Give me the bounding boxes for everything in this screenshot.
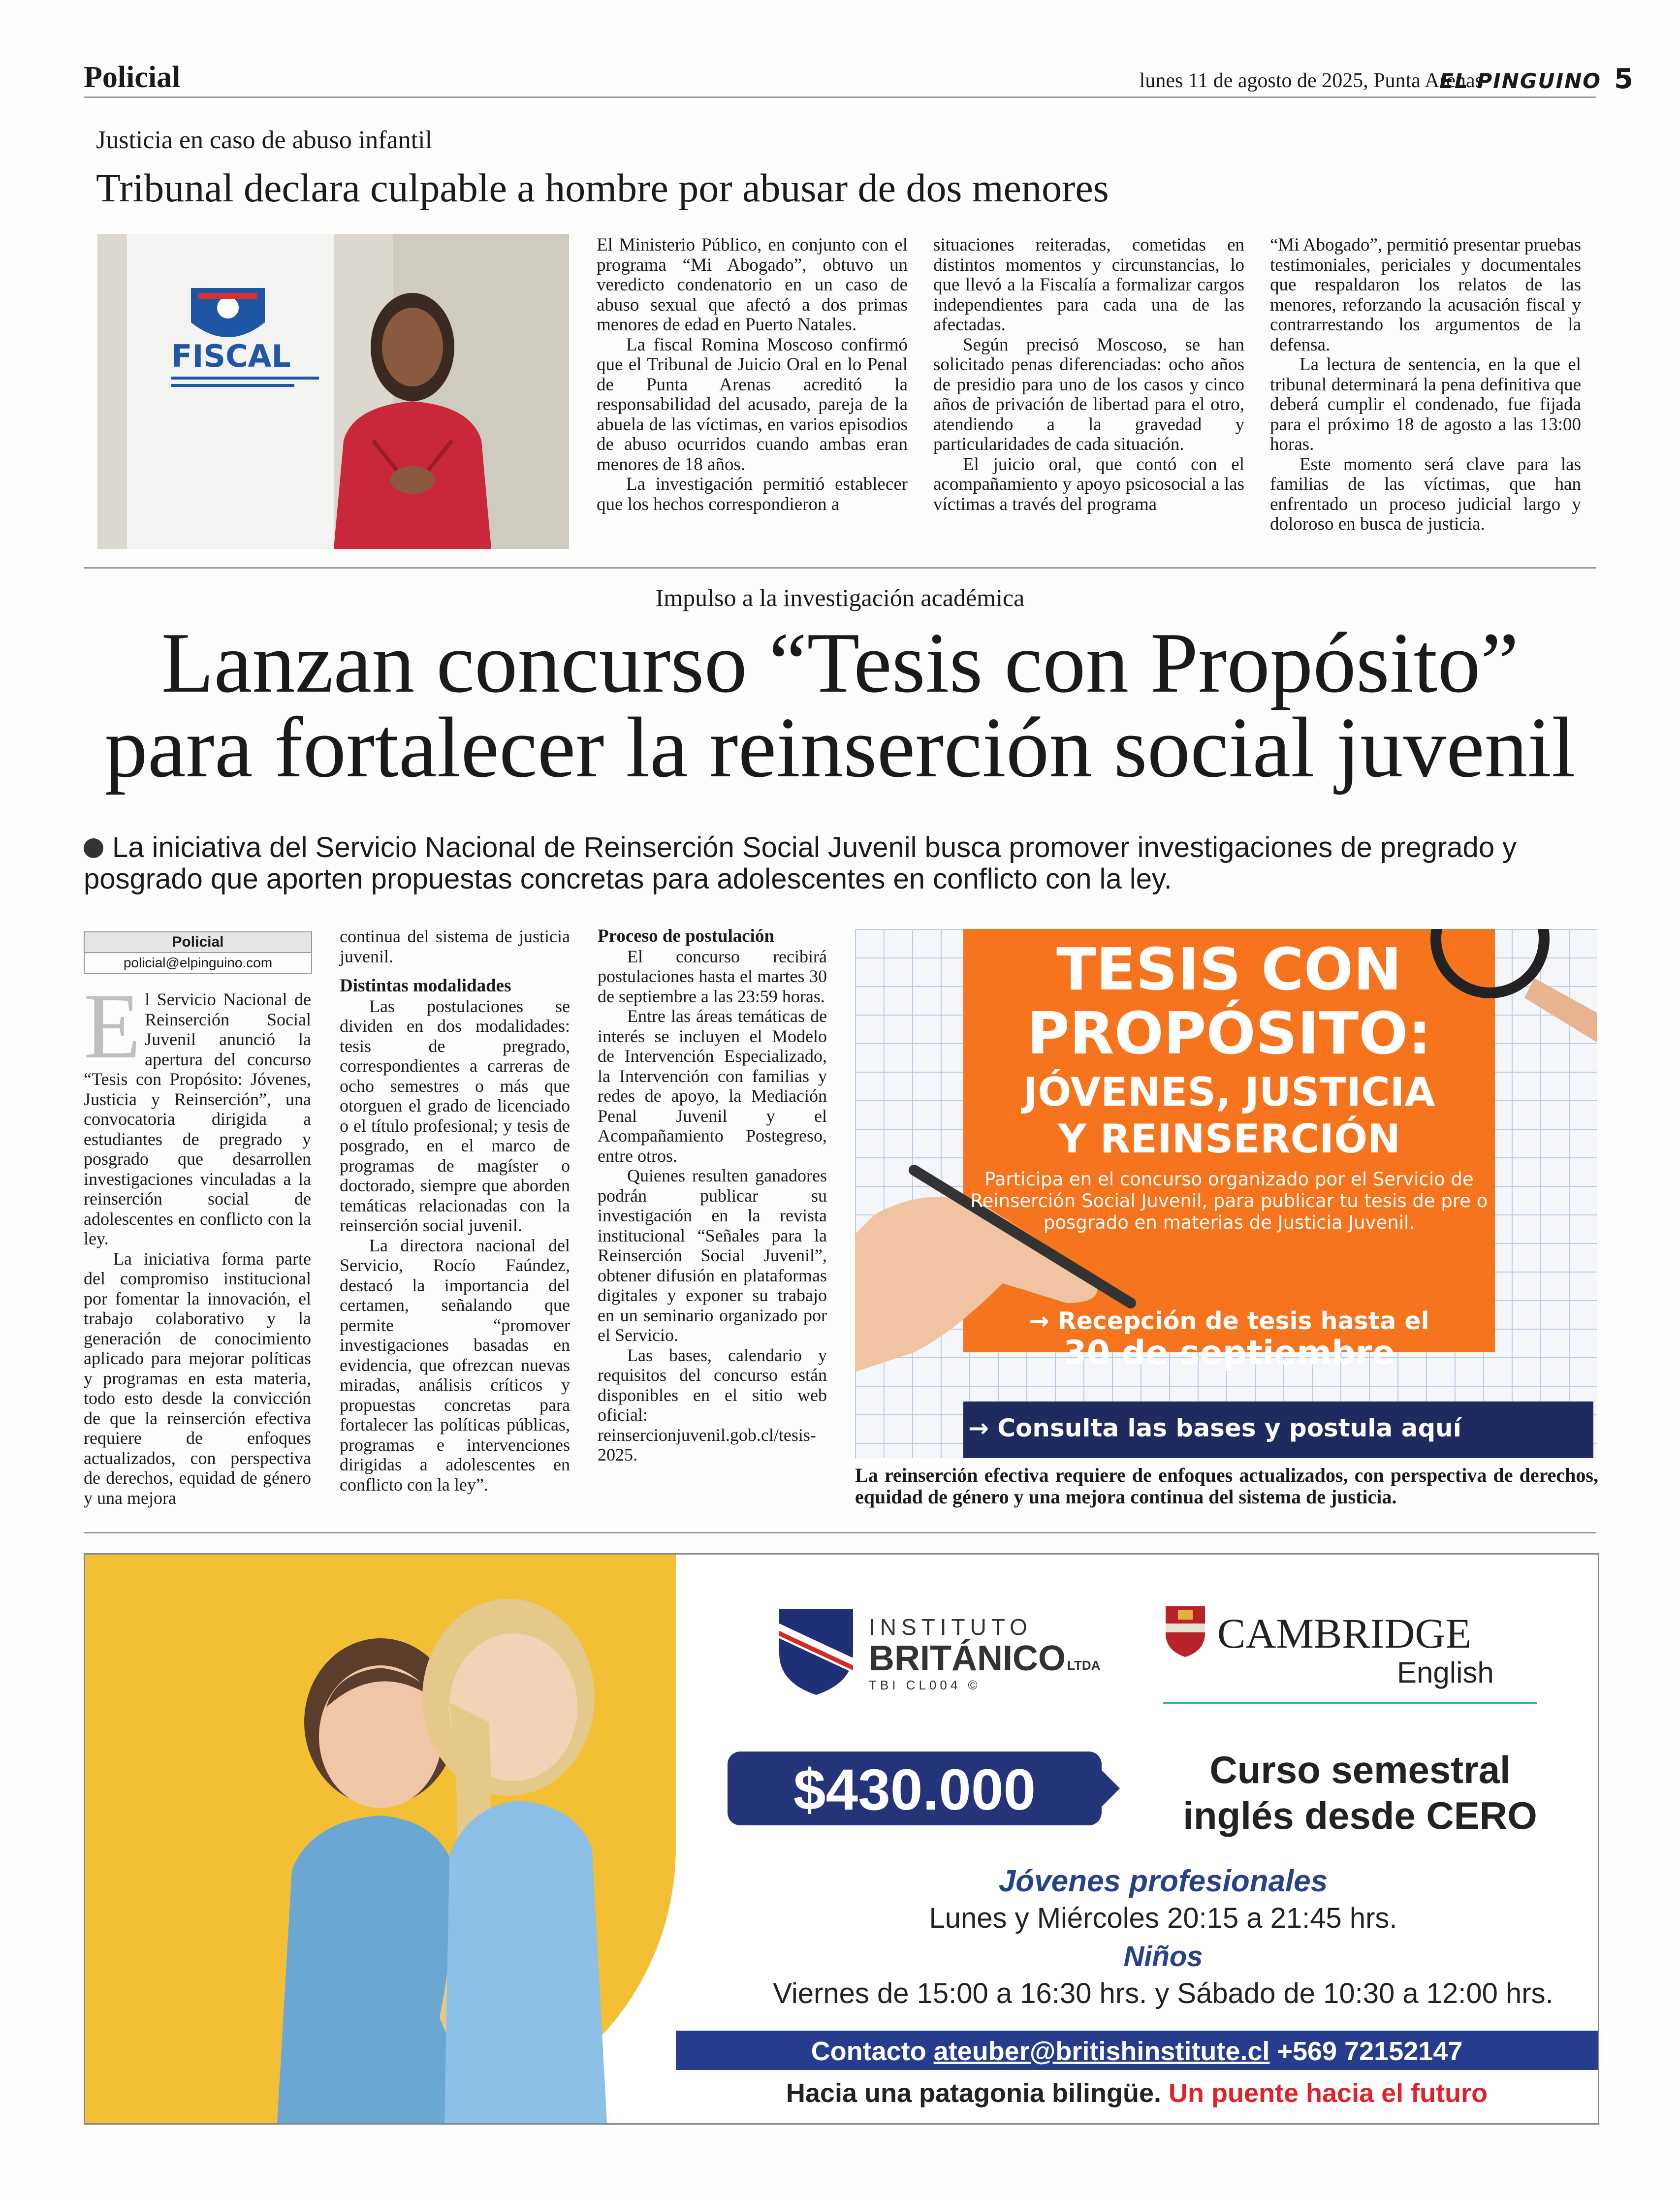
story2-headline	[59, 615, 1621, 795]
poster-reception: → Recepción de tesis hasta el	[1029, 1307, 1429, 1335]
story2-column-3	[598, 926, 827, 1465]
byline-box	[84, 931, 312, 974]
story2-headline-line1: Lanzan concurso “Tesis con Propósito”	[161, 615, 1519, 710]
schedule-young-professionals: Lunes y Miércoles 20:15 a 21:45 hrs.	[929, 1902, 1397, 1934]
byline-section: Policial	[85, 932, 311, 953]
story2-column-1	[84, 975, 311, 1508]
ltda-label: LTDA	[1067, 1658, 1101, 1673]
poster-title-line4: Y REINSERCIÓN	[1057, 1116, 1401, 1162]
ad-slogan	[676, 2078, 1598, 2108]
schedule-children: Viernes de 15:00 a 16:30 hrs. y Sábado de 10:30 a 12:00 hrs.	[773, 1977, 1553, 2009]
advertisement	[84, 1553, 1599, 2125]
story2-paragraph: Las bases, calendario y requisitos del concurso están disponibles en el sitio web oficial: reinsercionjuvenil.gob.cl/tesis-2025.	[598, 1345, 827, 1465]
story2-lead	[84, 832, 1596, 895]
story2-paragraph: El concurso recibirá postulaciones hasta el martes 30 de septiembre a las 23:59 horas.	[598, 946, 827, 1006]
story2-lead-text: La iniciativa del Servicio Nacional de Reinserción Social Juvenil busca promover investigaciones de pregrado y posgrado que aporten propuestas concretas para adolescentes en conflicto con la ley.	[84, 831, 1517, 895]
issue-date: lunes 11 de agosto de 2025, Punta Arenas	[1139, 69, 1483, 92]
institute-code: TBI CL004 ©	[869, 1678, 981, 1692]
story1-column-1	[597, 235, 908, 514]
story2-paragraph: l Servicio Nacional de Reinserción Social Juvenil anunció la apertura del concurso “Tesis con Propósito: Jóvenes, Justicia y Reinserción”, una convocatoria dirigida a estudiantes de pregrado y posgrado que desarrollen investigaciones vinculadas a la reinserción social de adolescentes en conflicto con la ley.	[84, 989, 311, 1248]
story1-kicker: Justicia en caso de abuso infantil	[96, 126, 433, 154]
course-title-line1: Curso semestral	[1209, 1748, 1511, 1791]
story2-headline-line2: para fortalecer la reinserción social juvenil	[104, 700, 1576, 795]
story2-subhead: Proceso de postulación	[598, 926, 775, 946]
story1-column-2	[933, 235, 1244, 514]
price-arrow-icon	[1100, 1769, 1120, 1808]
contact-label: Contacto	[811, 2037, 926, 2066]
slogan-accent: Un puente hacia el futuro	[1169, 2078, 1488, 2108]
contest-poster	[855, 929, 1597, 1458]
britanico-label: BRITÁNICO	[869, 1639, 1066, 1678]
header-divider	[84, 96, 1596, 98]
cambridge-label: CAMBRIDGE	[1217, 1610, 1472, 1657]
story2-column-2	[340, 926, 570, 1495]
story1-paragraph: situaciones reiteradas, cometidas en distintos momentos y circunstancias, lo que llevó a la Fiscalía a formalizar cargos independientes para cada una de las afectadas.	[933, 235, 1244, 335]
group-young-professionals: Jóvenes profesionales	[998, 1864, 1328, 1898]
story2-paragraph: Las postulaciones se dividen en dos modalidades: tesis de pregrado, correspondientes a carreras de ocho semestres o más que otorguen el grado de licenciado o el título profesional; y tesis de posgrado, en el marco de programas de magíster o doctorado, siempre que aborden temáticas relacionadas con la reinserción social juvenil.	[340, 996, 570, 1235]
story2-paragraph: Quienes resulten ganadores podrán publicar su investigación en la revista institucional “Señales para la Reinserción Social Juvenil”, obtener difusión en plataformas digitales y exponer su trabajo en un seminario organizado por el Servicio.	[598, 1166, 827, 1345]
poster-title-line1: TESIS CON	[1056, 935, 1402, 1003]
instituto-label: INSTITUTO	[869, 1614, 1032, 1640]
slogan-main: Hacia una patagonia bilingüe.	[786, 2078, 1162, 2108]
section-title: Policial	[84, 61, 181, 94]
page-number: 5	[1614, 63, 1633, 95]
poster-deadline: 30 de septiembre	[1063, 1334, 1395, 1372]
cambridge-crest-icon	[1163, 1604, 1207, 1658]
ad-divider	[84, 1532, 1596, 1533]
story-divider	[84, 567, 1596, 569]
group-children: Niños	[1123, 1941, 1203, 1973]
story1-paragraph: El juicio oral, que contó con el acompañamiento y apoyo psicosocial a las víctimas a través del programa	[933, 454, 1244, 514]
story1-paragraph: La investigación permitió establecer que los hechos correspondieron a	[597, 474, 908, 514]
story1-paragraph: Según precisó Moscoso, se han solicitado penas diferenciadas: ocho años de presidio para uno de los casos y cinco años de privación de libertad para el otro, atendiendo a la gravedad y particularidades de cada situación.	[933, 334, 1244, 454]
story2-paragraph: Entre las áreas temáticas de interés se incluyen el Modelo de Intervención Especializado, la Intervención con familias y redes de apoyo, la Mediación Penal Juvenil y el Acompañamiento Postegreso, entre otros.	[598, 1006, 827, 1166]
poster-description: Participa en el concurso organizado por el Servicio de Reinserción Social Juvenil, para publicar tu tesis de pre o posgrado en materias de Justicia Juvenil.	[970, 1169, 1488, 1233]
bullet-icon	[84, 838, 103, 858]
story2-paragraph: La iniciativa forma parte del compromiso institucional por fomentar la innovación, el trabajo colaborativo y la generación de conocimiento aplicado para mejorar políticas y programas en esta materia, todo esto desde la convicción de que la reinserción efectiva requiere de enfoques actualizados, con perspectiva de derechos, equidad de género y una mejora	[84, 1248, 311, 1508]
story1-paragraph: El Ministerio Público, en conjunto con el programa “Mi Abogado”, obtuvo un veredicto condenatorio en un caso de abuso sexual que afectó a dos primas menores de edad en Puerto Natales.	[597, 235, 908, 335]
instituto-britanico-shield-icon	[774, 1604, 858, 1697]
byline-email[interactable]: policial@elpinguino.com	[123, 955, 273, 970]
story1-paragraph: “Mi Abogado”, permitió presentar pruebas testimoniales, periciales y documentales que respaldaron los relatos de las menores, reforzando la acusación fiscal y contrarrestando los argumentos de la defensa.	[1270, 235, 1581, 355]
cambridge-underline	[1163, 1702, 1537, 1704]
contact-line	[676, 2036, 1598, 2067]
children-photo	[233, 1574, 666, 2123]
course-title-line2: inglés desde CERO	[1183, 1794, 1537, 1837]
newspaper-logo: EL PINGUINO	[1439, 69, 1601, 93]
story1-paragraph: Este momento será clave para las familias de las víctimas, que han enfrentado un proceso judicial largo y doloroso en busca de justicia.	[1270, 454, 1581, 534]
story1-column-3	[1270, 235, 1581, 535]
poster-caption: La reinserción efectiva requiere de enfoques actualizados, con perspectiva de derechos, equidad de género y una mejora continua del sistema de justicia.	[855, 1464, 1598, 1508]
story2-kicker: Impulso a la investigación académica	[655, 584, 1025, 611]
poster-title-line2: PROPÓSITO:	[1027, 999, 1431, 1067]
story2-subhead: Distintas modalidades	[340, 976, 511, 996]
contact-phone[interactable]: +569 72152147	[1277, 2037, 1463, 2066]
contact-email[interactable]: ateuber@britishinstitute.cl	[933, 2037, 1270, 2066]
story2-paragraph: continua del sistema de justicia juvenil.	[340, 926, 570, 966]
story1-paragraph: La fiscal Romina Moscoso confirmó que el Tribunal de Juicio Oral en lo Penal de Punta Arenas acreditó la responsabilidad del acusado, pareja de la abuela de las víctimas, en varios episodios de abuso ocurridos cuando ambas eran menores de 18 años.	[597, 334, 908, 475]
story2-paragraph: La directora nacional del Servicio, Rocío Faúndez, destacó la importancia del certamen, señalando que permite “promover investigaciones basadas en evidencia, que ofrezcan nuevas miradas, análisis críticos y propuestas concretas para fortalecer las políticas públicas, programas e intervenciones dirigidas a adolescentes en conflicto con la ley”.	[340, 1235, 570, 1495]
english-label: English	[1397, 1656, 1494, 1689]
story1-photo	[97, 234, 569, 549]
drop-cap: E	[84, 975, 141, 1078]
poster-title-line3: JÓVENES, JUSTICIA	[1023, 1069, 1435, 1115]
price-text: $430.000	[793, 1757, 1036, 1822]
story1-headline: Tribunal declara culpable a hombre por abusar de dos menores	[96, 165, 1109, 210]
photo-banner-text: FISCAL	[171, 338, 291, 374]
poster-cta: → Consulta las bases y postula aquí	[968, 1414, 1461, 1442]
prosecutor-portrait-image	[97, 234, 569, 549]
story1-paragraph: La lectura de sentencia, en la que el tribunal determinará la pena definitiva que deberá cumplir el condenado, fue fijada para el próximo 18 de agosto a las 13:00 horas.	[1270, 354, 1581, 454]
